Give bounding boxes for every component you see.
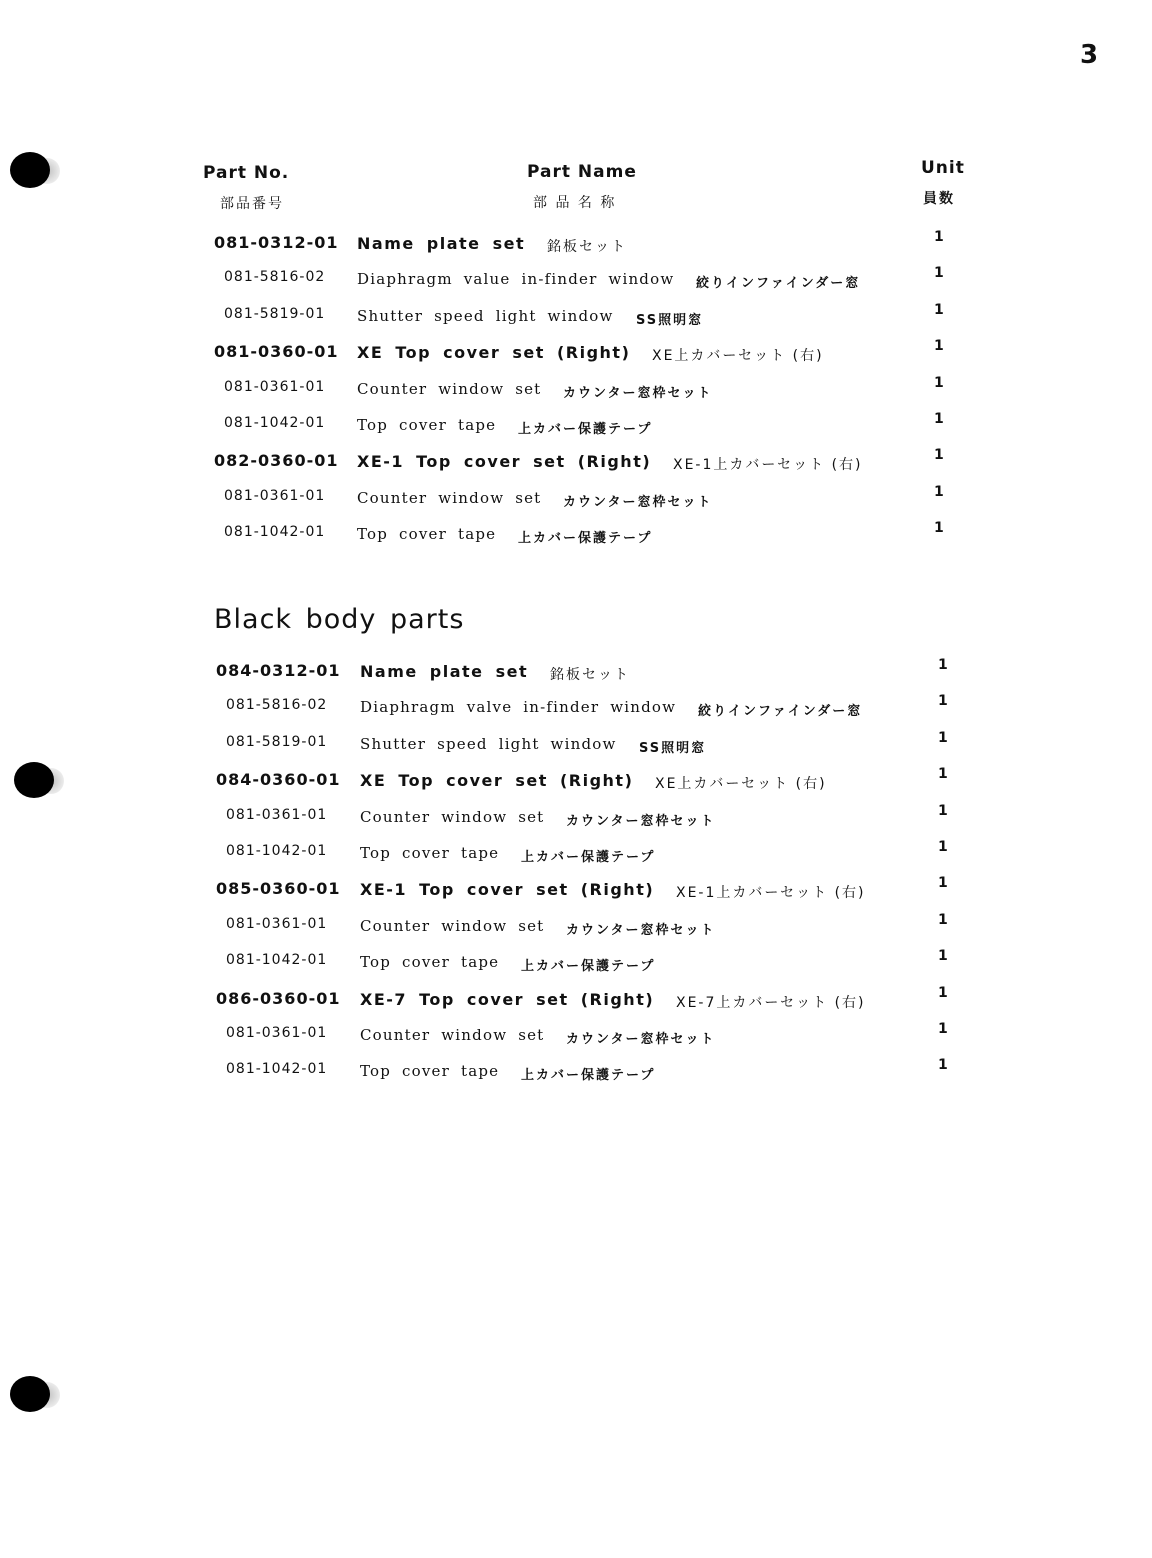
part-number: 081-0361-01 bbox=[226, 915, 328, 932]
part-row bbox=[214, 374, 954, 409]
part-name-japanese: カウンター窓枠セット bbox=[563, 385, 713, 401]
part-row bbox=[216, 839, 958, 873]
part-name-japanese: XE-1上カバーセット (右) bbox=[673, 457, 863, 474]
part-quantity: 1 bbox=[938, 948, 948, 965]
part-row bbox=[216, 911, 958, 946]
part-row bbox=[216, 1021, 958, 1055]
header-part-name: Part Name bbox=[527, 162, 637, 182]
header-unit-jp: 員数 bbox=[923, 191, 955, 207]
part-number: 081-1042-01 bbox=[226, 843, 328, 859]
part-number: 081-0312-01 bbox=[214, 233, 339, 252]
part-name-japanese: カウンター窓枠セット bbox=[566, 1032, 716, 1047]
part-name-english: Top cover tape bbox=[357, 525, 497, 544]
part-quantity: 1 bbox=[938, 875, 948, 892]
part-quantity: 1 bbox=[934, 520, 944, 537]
part-quantity: 1 bbox=[934, 301, 944, 318]
part-name-english: Name plate set bbox=[360, 662, 529, 681]
part-name-english: Top cover tape bbox=[357, 416, 497, 434]
part-name-english: Shutter speed light window bbox=[360, 734, 617, 753]
part-name-japanese: 上カバー保護テープ bbox=[521, 1068, 656, 1084]
part-quantity: 1 bbox=[934, 447, 944, 464]
part-name-japanese: カウンター窓枠セット bbox=[566, 813, 716, 829]
part-row bbox=[216, 802, 958, 837]
part-quantity: 1 bbox=[938, 766, 948, 783]
part-row bbox=[216, 948, 958, 982]
part-name-english: XE Top cover set (Right) bbox=[357, 343, 631, 363]
part-row bbox=[214, 520, 954, 554]
part-name-english: XE-1 Top cover set (Right) bbox=[357, 452, 652, 472]
page-number: 3 bbox=[1080, 40, 1099, 70]
part-quantity: 1 bbox=[938, 1021, 948, 1037]
part-quantity: 1 bbox=[938, 984, 948, 1001]
part-number: 081-0361-01 bbox=[224, 487, 326, 504]
part-number: 084-0312-01 bbox=[216, 661, 341, 680]
part-number: 081-5819-01 bbox=[224, 305, 326, 322]
header-part-no-jp: 部品番号 bbox=[220, 196, 284, 212]
part-quantity: 1 bbox=[934, 229, 944, 245]
part-quantity: 1 bbox=[934, 265, 944, 282]
header-unit: Unit bbox=[921, 158, 965, 178]
part-row bbox=[216, 729, 958, 764]
part-name-english: Top cover tape bbox=[360, 844, 500, 862]
part-row bbox=[216, 984, 958, 1019]
part-name-japanese: カウンター窓枠セット bbox=[566, 922, 716, 938]
part-number: 081-5819-01 bbox=[226, 733, 328, 750]
part-row bbox=[216, 766, 958, 800]
punch-hole-top bbox=[10, 152, 50, 188]
part-row bbox=[216, 875, 958, 909]
part-row bbox=[214, 229, 954, 263]
part-name-english: Counter window set bbox=[360, 807, 545, 826]
part-name-japanese: XE上カバーセット (右) bbox=[652, 348, 824, 365]
part-name-japanese: XE上カバーセット (右) bbox=[655, 776, 827, 793]
part-number: 081-5816-02 bbox=[226, 697, 328, 714]
part-name-japanese: 銘板セット bbox=[550, 667, 630, 683]
part-number: 085-0360-01 bbox=[216, 879, 341, 899]
part-number: 084-0360-01 bbox=[216, 770, 341, 790]
part-quantity: 1 bbox=[934, 338, 944, 355]
part-number: 081-0361-01 bbox=[226, 1025, 328, 1041]
part-number: 081-1042-01 bbox=[226, 952, 328, 969]
part-quantity: 1 bbox=[938, 657, 948, 673]
part-name-japanese: XE-1上カバーセット (右) bbox=[676, 885, 866, 902]
part-row bbox=[214, 338, 954, 372]
part-name-english: XE-7 Top cover set (Right) bbox=[360, 989, 655, 1009]
part-name-japanese: SS照明窓 bbox=[636, 312, 704, 328]
part-name-english: Diaphragm valve in-finder window bbox=[360, 698, 677, 717]
part-name-english: Diaphragm value in-finder window bbox=[357, 270, 675, 289]
part-number: 082-0360-01 bbox=[214, 451, 339, 471]
part-name-japanese: SS照明窓 bbox=[639, 740, 707, 756]
part-name-english: Counter window set bbox=[357, 379, 542, 398]
part-row bbox=[214, 483, 954, 518]
part-row bbox=[214, 265, 954, 299]
part-name-english: Counter window set bbox=[357, 488, 542, 507]
part-name-english: Top cover tape bbox=[360, 1062, 500, 1081]
part-name-english: XE Top cover set (Right) bbox=[360, 771, 634, 791]
part-name-english: XE-1 Top cover set (Right) bbox=[360, 880, 655, 900]
part-number: 081-0361-01 bbox=[226, 806, 328, 823]
part-quantity: 1 bbox=[934, 374, 944, 391]
part-name-english: Name plate set bbox=[357, 234, 526, 253]
part-number: 081-1042-01 bbox=[226, 1061, 328, 1078]
part-row bbox=[216, 1057, 958, 1091]
part-quantity: 1 bbox=[938, 1057, 948, 1074]
part-quantity: 1 bbox=[938, 693, 948, 710]
part-row bbox=[216, 693, 958, 727]
part-row bbox=[216, 657, 958, 691]
part-name-english: Shutter speed light window bbox=[357, 306, 614, 325]
part-name-english: Top cover tape bbox=[360, 953, 500, 972]
part-name-japanese: カウンター窓枠セット bbox=[563, 494, 713, 510]
part-name-japanese: 銘板セット bbox=[547, 239, 627, 255]
part-quantity: 1 bbox=[938, 802, 948, 819]
section-title-black-body: Black body parts bbox=[214, 604, 465, 635]
part-quantity: 1 bbox=[938, 839, 948, 855]
part-name-japanese: 上カバー保護テープ bbox=[518, 422, 653, 437]
part-number: 081-1042-01 bbox=[224, 415, 326, 431]
header-part-no: Part No. bbox=[203, 163, 290, 183]
part-row bbox=[214, 301, 954, 336]
part-name-japanese: XE-7上カバーセット (右) bbox=[676, 994, 866, 1011]
part-name-english: Counter window set bbox=[360, 1026, 545, 1044]
part-number: 081-0360-01 bbox=[214, 342, 339, 362]
part-name-english: Counter window set bbox=[360, 916, 545, 935]
part-row bbox=[214, 411, 954, 445]
part-number: 081-1042-01 bbox=[224, 524, 326, 541]
part-name-japanese: 上カバー保護テープ bbox=[521, 959, 656, 975]
part-quantity: 1 bbox=[938, 729, 948, 746]
part-number: 081-0361-01 bbox=[224, 378, 326, 395]
header-part-name-jp: 部 品 名 称 bbox=[533, 195, 617, 211]
part-number: 086-0360-01 bbox=[216, 988, 341, 1008]
part-quantity: 1 bbox=[938, 911, 948, 928]
part-name-japanese: 絞りインファインダー窓 bbox=[696, 276, 861, 292]
part-name-japanese: 上カバー保護テープ bbox=[521, 850, 656, 865]
part-name-japanese: 絞りインファインダー窓 bbox=[698, 704, 863, 720]
part-number: 081-5816-02 bbox=[224, 269, 326, 286]
part-quantity: 1 bbox=[934, 483, 944, 500]
punch-hole-bottom bbox=[10, 1376, 50, 1412]
part-name-japanese: 上カバー保護テープ bbox=[518, 531, 653, 547]
part-row bbox=[214, 447, 954, 481]
part-quantity: 1 bbox=[934, 411, 944, 427]
punch-hole-middle bbox=[14, 762, 54, 798]
